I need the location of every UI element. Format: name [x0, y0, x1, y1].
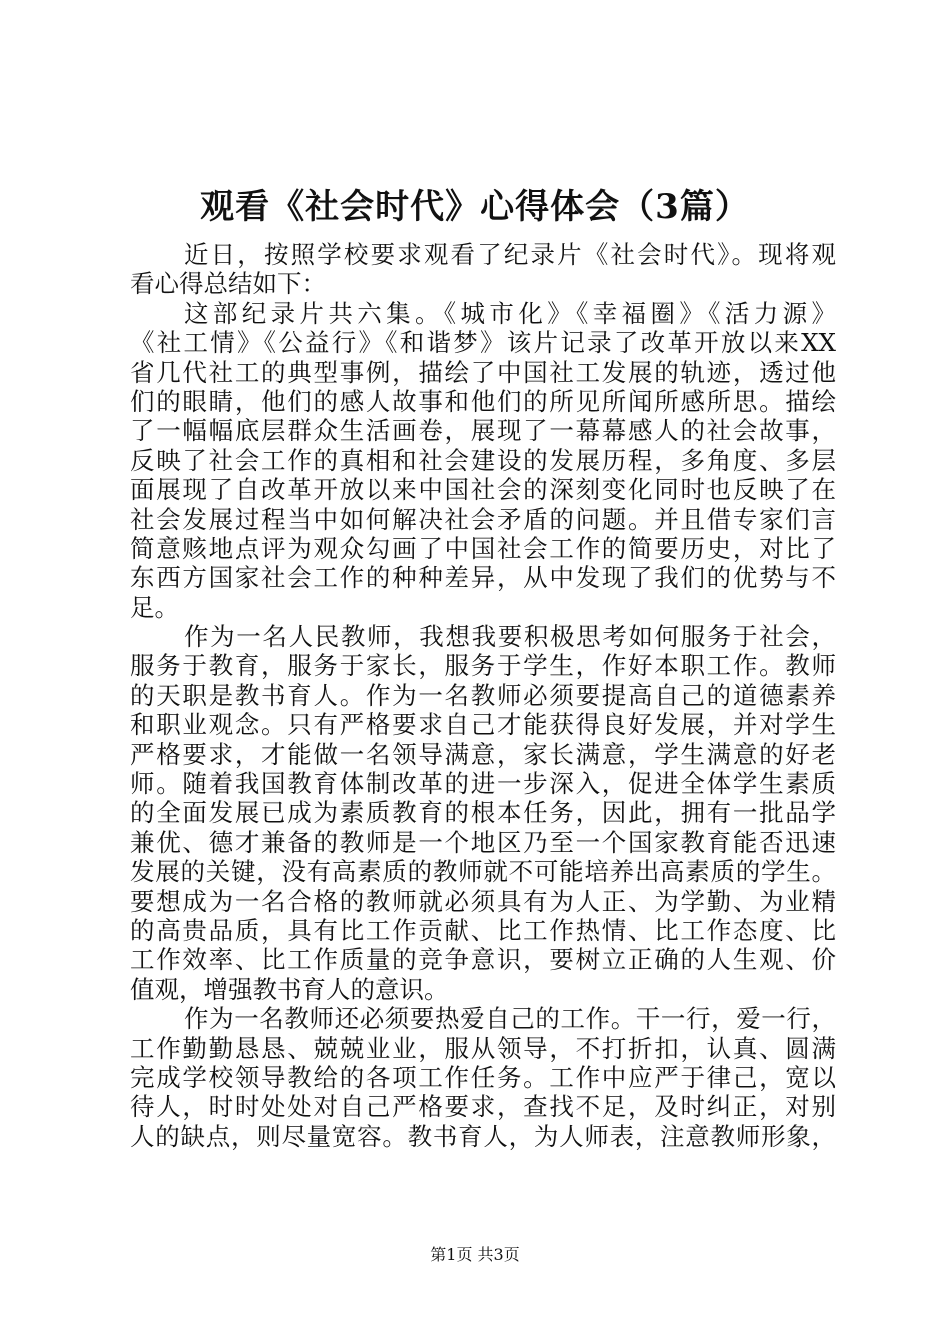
- text-line: 作为一名人民教师，我想我要积极思考如何服务于社会，: [184, 622, 836, 652]
- text-line: 和职业观念。只有严格要求自己才能获得良好发展，并对学生: [130, 710, 836, 740]
- text-line: 工作勤勤恳恳、兢兢业业，服从领导，不打折扣，认真、圆满: [130, 1033, 836, 1063]
- text-line: 的高贵品质，具有比工作贡献、比工作热情、比工作态度、比: [130, 915, 836, 945]
- text-line: 要想成为一名合格的教师就必须具有为人正、为学勤、为业精: [130, 886, 836, 916]
- text-line: 了一幅幅底层群众生活画卷，展现了一幕幕感人的社会故事，: [130, 416, 836, 446]
- document-body: [130, 240, 836, 1151]
- text-line: 简意赅地点评为观众勾画了中国社会工作的简要历史，对比了: [130, 533, 836, 563]
- text-line: 的全面发展已成为素质教育的根本任务，因此，拥有一批品学: [130, 798, 836, 828]
- text-line: 师。随着我国教育体制改革的进一步深入，促进全体学生素质: [130, 769, 836, 799]
- text-line: 面展现了自改革开放以来中国社会的深刻变化同时也反映了在: [130, 475, 836, 505]
- text-line: 足。: [130, 592, 179, 622]
- text-line: 服务于教育，服务于家长，服务于学生，作好本职工作。教师: [130, 651, 836, 681]
- text-line: 《社工情》《公益行》《和谐梦》该片记录了改革开放以来XX: [130, 328, 836, 358]
- text-line: 近日，按照学校要求观看了纪录片《社会时代》。现将观: [184, 240, 836, 269]
- text-line: 省几代社工的典型事例，描绘了中国社工发展的轨迹，透过他: [130, 357, 836, 387]
- text-line: 作为一名教师还必须要热爱自己的工作。干一行，爱一行，: [184, 1004, 836, 1034]
- page-footer: 第1页 共3页: [430, 1245, 520, 1264]
- text-line: 发展的关键，没有高素质的教师就不可能培养出高素质的学生。: [130, 857, 836, 887]
- text-line: 完成学校领导教给的各项工作任务。工作中应严于律己，宽以: [130, 1062, 836, 1092]
- text-line: 社会发展过程当中如何解决社会矛盾的问题。并且借专家们言: [130, 504, 836, 534]
- text-line: 东西方国家社会工作的种种差异，从中发现了我们的优势与不: [130, 563, 836, 593]
- text-line: 兼优、德才兼备的教师是一个地区乃至一个国家教育能否迅速: [130, 827, 836, 857]
- text-line: 严格要求，才能做一名领导满意，家长满意，学生满意的好老: [130, 739, 836, 769]
- text-line: 值观，增强教书育人的意识。: [130, 974, 449, 1004]
- document-title: 观看《社会时代》心得体会（3篇）: [200, 187, 750, 227]
- text-line: 的天职是教书育人。作为一名教师必须要提高自己的道德素养: [130, 680, 836, 710]
- text-line: 人的缺点，则尽量宽容。教书育人，为人师表，注意教师形象，: [130, 1121, 836, 1151]
- text-line: 反映了社会工作的真相和社会建设的发展历程，多角度、多层: [130, 445, 836, 475]
- text-line: 看心得总结如下：: [130, 269, 326, 299]
- text-line: 这部纪录片共六集。《城市化》《幸福圈》《活力源》: [184, 298, 836, 328]
- text-line: 们的眼睛，他们的感人故事和他们的所见所闻所感所思。描绘: [130, 386, 836, 416]
- text-line: 待人，时时处处对自己严格要求，查找不足，及时纠正，对别: [130, 1092, 836, 1122]
- text-line: 工作效率、比工作质量的竞争意识，要树立正确的人生观、价: [130, 945, 836, 975]
